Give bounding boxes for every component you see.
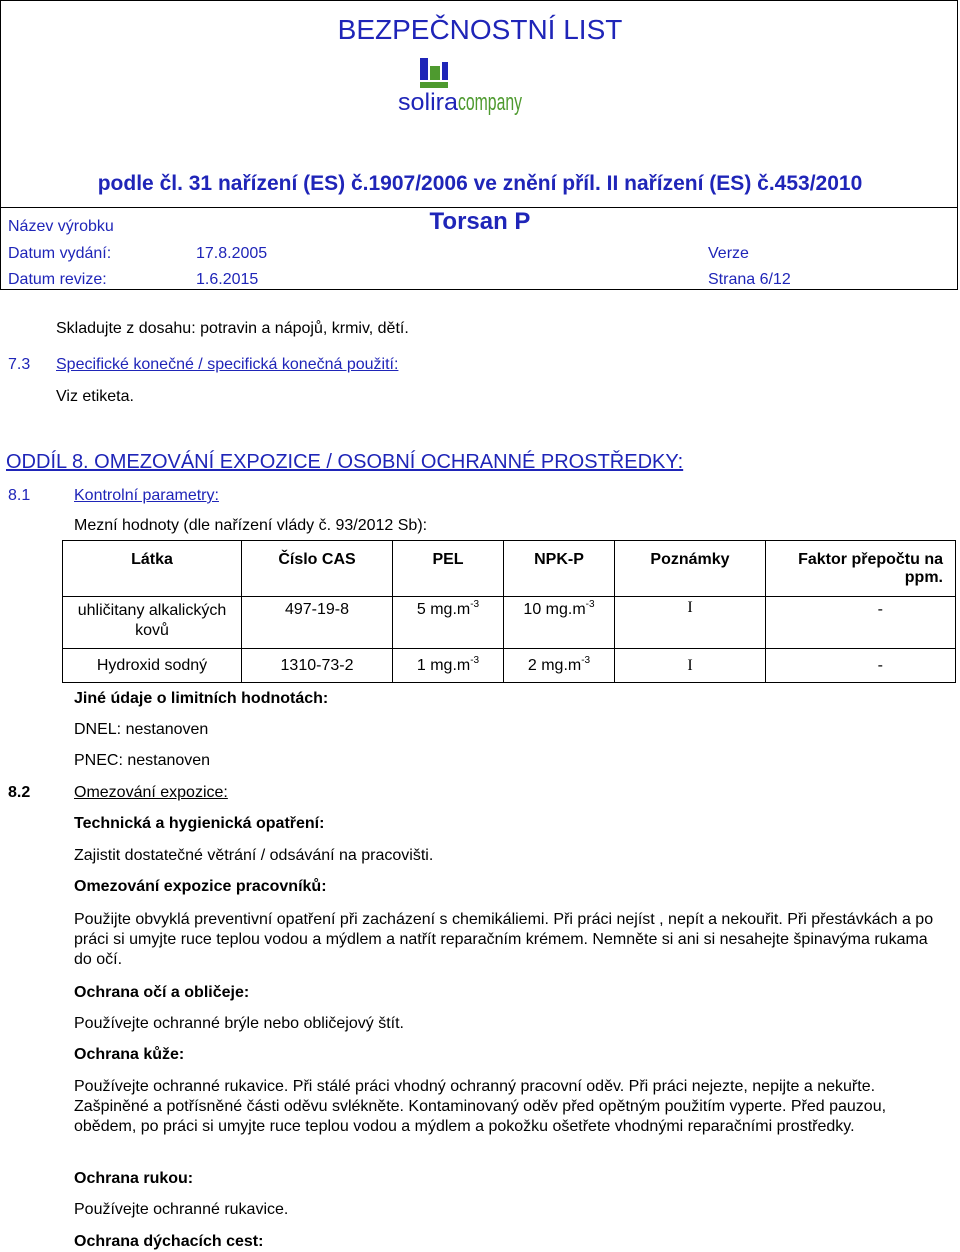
other-limits-title: Jiné údaje o limitních hodnotách: <box>74 690 329 707</box>
pnec-text: PNEC: nestanoven <box>74 752 211 769</box>
pel-value: 1 mg.m <box>416 656 471 674</box>
tech-measures-text: Zajistit dostatečné větrání / odsávání na pracovišti. <box>74 847 434 864</box>
header-notes: Poznámky <box>615 541 766 597</box>
cell-note: I <box>615 597 766 649</box>
product-name: Torsan P <box>429 208 531 235</box>
cell-substance: uhličitany alkalických kovů <box>63 597 242 649</box>
cell-npk <box>504 597 615 649</box>
cell-substance: Hydroxid sodný <box>63 649 242 683</box>
version-label: Verze <box>708 245 749 262</box>
table-row <box>63 649 956 683</box>
npk-exponent: -3 <box>581 654 591 666</box>
exposure-limits-table <box>62 540 956 683</box>
eye-protection-title: Ochrana očí a obličeje: <box>74 984 250 1001</box>
cell-cas: 1310-73-2 <box>242 649 393 683</box>
header-npk: NPK-P <box>504 541 615 597</box>
hand-protection-text: Používejte ochranné rukavice. <box>74 1201 289 1218</box>
product-name-label: Název výrobku <box>8 218 114 235</box>
cell-pel <box>393 597 504 649</box>
header-cas: Číslo CAS <box>242 541 393 597</box>
cell-pel <box>393 649 504 683</box>
section-8-1-number: 8.1 <box>8 487 31 504</box>
section-8-2-title: Omezování expozice: <box>74 784 228 801</box>
cell-cas: 497-19-8 <box>242 597 393 649</box>
cell-npk <box>504 649 615 683</box>
npk-value: 2 mg.m <box>527 656 582 674</box>
issue-date-value: 17.8.2005 <box>196 245 268 262</box>
pel-exponent: -3 <box>470 599 480 610</box>
hand-protection-title: Ochrana rukou: <box>74 1170 194 1187</box>
section-8-title: ODDÍL 8. OMEZOVÁNÍ EXPOZICE / OSOBNÍ OCHRANNÉ PROSTŘEDKY: <box>6 451 684 473</box>
regulation-reference: podle čl. 31 nařízení (ES) č.1907/2006 ve znění příl. II nařízení (ES) č.453/2010 <box>97 172 863 195</box>
label-reference-text: Viz etiketa. <box>56 388 134 405</box>
storage-text: Skladujte z dosahu: potravin a nápojů, krmiv, dětí. <box>56 320 409 337</box>
npk-exponent: -3 <box>585 599 595 610</box>
cell-factor: - <box>766 649 956 683</box>
issue-date-label: Datum vydání: <box>8 245 112 262</box>
revision-date-value: 1.6.2015 <box>196 271 259 288</box>
dnel-text: DNEL: nestanoven <box>74 721 209 738</box>
svg-text:company: company <box>458 89 522 116</box>
svg-text:solira: solira <box>398 89 459 116</box>
eye-protection-text: Používejte ochranné brýle nebo obličejový štít. <box>74 1015 404 1032</box>
header-pel: PEL <box>393 541 504 597</box>
worker-exposure-text: Použijte obvyklá preventivní opatření při zacházení s chemikáliemi. Při práci nejíst , nepít a nekouřit. Při přestávkách a po práci si umyjte ruce teplou vodou a mýdlem a natřít reparačním krémem. Nemněte si ani si nesahejte špinavýma rukama do očí. <box>74 911 934 968</box>
npk-value: 10 mg.m <box>523 601 586 618</box>
tech-measures-title: Technická a hygienická opatření: <box>74 815 325 832</box>
revision-date-label: Datum revize: <box>8 271 107 288</box>
page-number: Strana 6/12 <box>708 271 791 288</box>
pel-value: 5 mg.m <box>416 601 471 618</box>
skin-protection-title: Ochrana kůže: <box>74 1046 185 1063</box>
cell-note: I <box>615 649 766 683</box>
worker-exposure-title: Omezování expozice pracovníků: <box>74 878 327 895</box>
table-row <box>63 597 956 649</box>
header-ppm-factor: Faktor přepočtu na ppm. <box>766 541 956 597</box>
company-logo <box>396 58 526 126</box>
section-7-3-number: 7.3 <box>8 356 31 373</box>
skin-protection-text: Používejte ochranné rukavice. Při stálé práci vhodný ochranný pracovní oděv. Při práci nejezte, nepijte a nekuřte. Zašpiněné a potřísněné části oděvu svlékněte. Kontaminovaný oděv před opětným použitím vyperte. Před pauzou, obědem, po práci si umyjte ruce teplou vodou a mýdlem a pokožku ošetřete vhodnými reparačními prostředky. <box>74 1078 887 1135</box>
section-8-2-number: 8.2 <box>8 784 31 801</box>
document-title: BEZPEČNOSTNÍ LIST <box>337 14 623 45</box>
respiratory-protection-title: Ochrana dýchacích cest: <box>74 1233 264 1250</box>
cell-factor: - <box>766 597 956 649</box>
header-substance: Látka <box>63 541 242 597</box>
table-header-row <box>63 541 956 597</box>
limits-intro: Mezní hodnoty (dle nařízení vlády č. 93/2012 Sb): <box>74 517 428 534</box>
pel-exponent: -3 <box>470 654 480 666</box>
section-8-1-title: Kontrolní parametry: <box>74 487 219 504</box>
section-7-3-title: Specifické konečné / specifická konečná použití: <box>56 356 399 373</box>
